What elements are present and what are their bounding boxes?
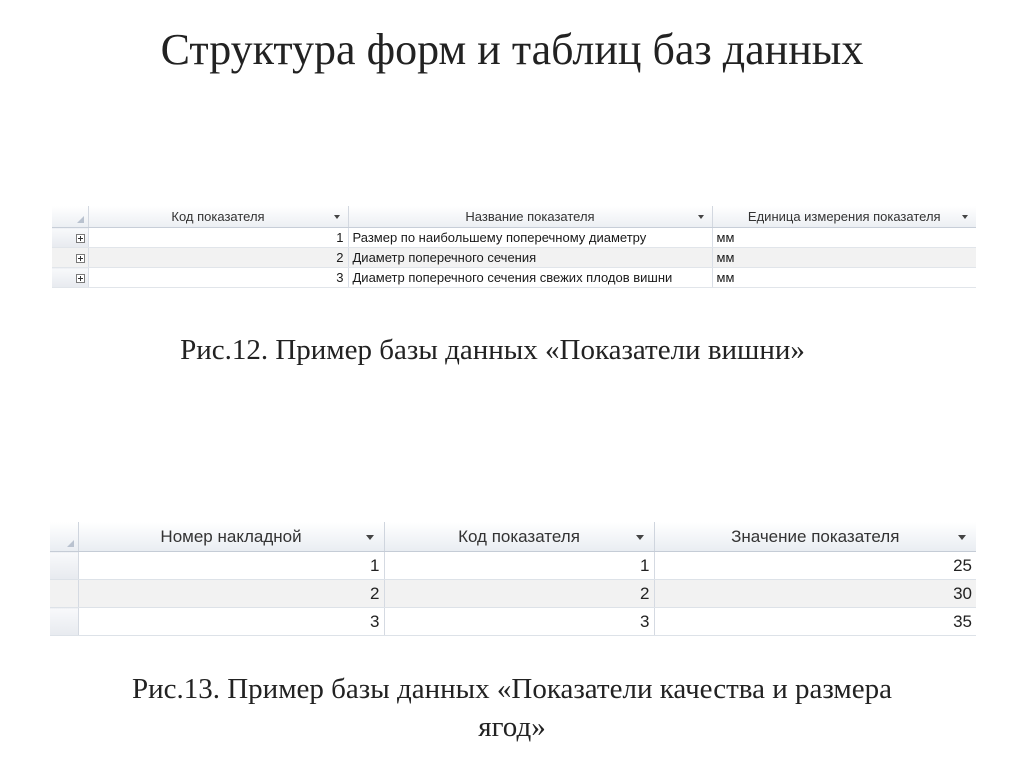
figure-caption-13	[0, 670, 1024, 746]
cell-unit[interactable]: мм	[712, 248, 976, 268]
slide-title: Структура форм и таблиц баз данных	[160, 25, 864, 74]
cell-invoice[interactable]: 1	[78, 552, 384, 580]
chevron-down-icon[interactable]	[958, 535, 966, 540]
cell-code[interactable]: 3	[384, 608, 654, 636]
cell-value[interactable]: 35	[654, 608, 976, 636]
cell-code[interactable]: 3	[88, 268, 348, 288]
select-all-icon	[77, 216, 84, 223]
chevron-down-icon[interactable]	[334, 215, 340, 219]
indicators-table	[52, 206, 976, 288]
cell-value[interactable]: 30	[654, 580, 976, 608]
column-header-unit[interactable]: Единица измерения показателя	[712, 206, 976, 228]
caption-line-1: Рис.13. Пример базы данных «Показатели качества и размера	[131, 673, 893, 705]
cell-unit[interactable]: мм	[712, 228, 976, 248]
plus-box-icon[interactable]	[76, 254, 85, 263]
cell-name[interactable]: Диаметр поперечного сечения	[348, 248, 712, 268]
quality-table	[50, 522, 976, 636]
select-all-corner[interactable]	[50, 522, 78, 552]
cell-invoice[interactable]: 3	[78, 608, 384, 636]
table-row[interactable]	[52, 228, 976, 248]
chevron-down-icon[interactable]	[636, 535, 644, 540]
plus-box-icon[interactable]	[76, 274, 85, 283]
column-header-name[interactable]: Название показателя	[348, 206, 712, 228]
cell-code[interactable]: 1	[384, 552, 654, 580]
column-header-code[interactable]: Код показателя	[384, 522, 654, 552]
cell-name[interactable]: Размер по наибольшему поперечному диаметру	[348, 228, 712, 248]
table-row[interactable]	[52, 268, 976, 288]
cell-invoice[interactable]: 2	[78, 580, 384, 608]
row-selector[interactable]	[50, 580, 78, 608]
chevron-down-icon[interactable]	[698, 215, 704, 219]
table-row[interactable]	[50, 552, 976, 580]
cell-code[interactable]: 1	[88, 228, 348, 248]
chevron-down-icon[interactable]	[366, 535, 374, 540]
figure-caption-12: Рис.12. Пример базы данных «Показатели вишни»	[180, 334, 805, 366]
cell-unit[interactable]: мм	[712, 268, 976, 288]
cell-value[interactable]: 25	[654, 552, 976, 580]
header-row	[52, 206, 976, 228]
table-row[interactable]	[50, 608, 976, 636]
table-row[interactable]	[50, 580, 976, 608]
row-selector[interactable]	[50, 608, 78, 636]
column-header-invoice[interactable]: Номер накладной	[78, 522, 384, 552]
table-row[interactable]	[52, 248, 976, 268]
cell-code[interactable]: 2	[384, 580, 654, 608]
caption-line-2: ягод»	[478, 711, 546, 743]
row-selector[interactable]	[52, 228, 88, 248]
select-all-icon	[67, 540, 74, 547]
chevron-down-icon[interactable]	[962, 215, 968, 219]
column-header-value[interactable]: Значение показателя	[654, 522, 976, 552]
select-all-corner[interactable]	[52, 206, 88, 228]
column-header-code[interactable]: Код показателя	[88, 206, 348, 228]
header-row	[50, 522, 976, 552]
plus-box-icon[interactable]	[76, 234, 85, 243]
row-selector[interactable]	[50, 552, 78, 580]
cell-code[interactable]: 2	[88, 248, 348, 268]
row-selector[interactable]	[52, 248, 88, 268]
cell-name[interactable]: Диаметр поперечного сечения свежих плодов вишни	[348, 268, 712, 288]
row-selector[interactable]	[52, 268, 88, 288]
